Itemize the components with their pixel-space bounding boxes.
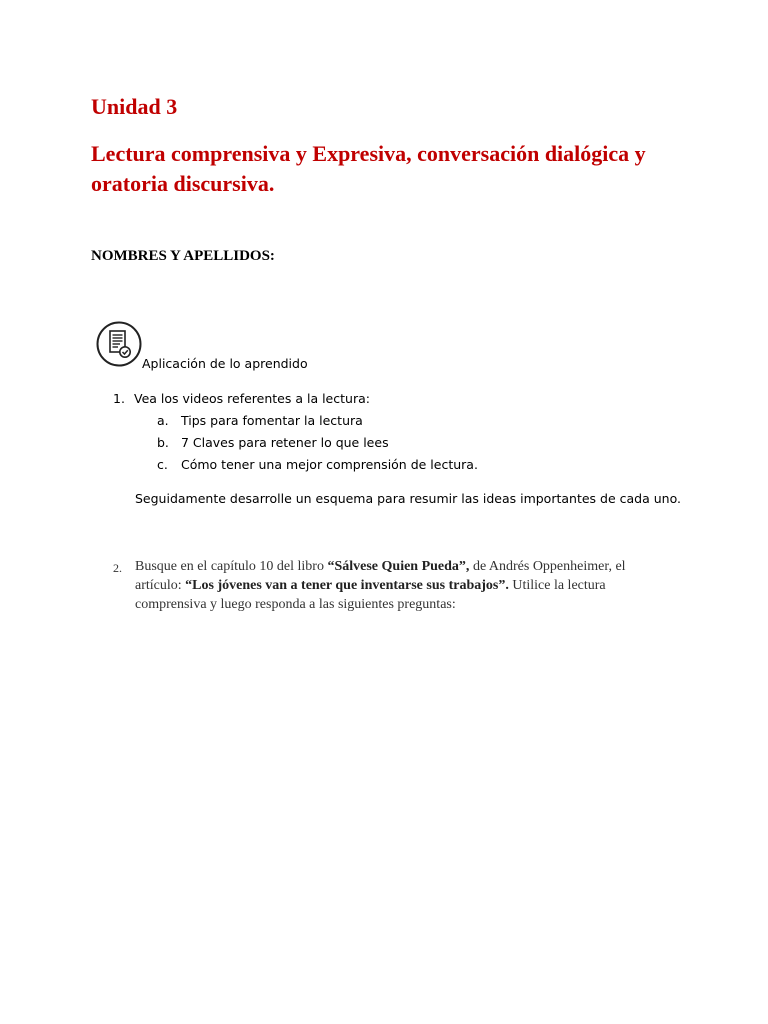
book-title: “Sálvese Quien Pueda”,: [327, 559, 470, 574]
sub-item-text: Tips para fomentar la lectura: [181, 413, 363, 428]
sub-item-letter: c.: [157, 457, 168, 472]
followup-instruction: Seguidamente desarrolle un esquema para resumir las ideas importantes de cada uno.: [135, 491, 681, 506]
instruction-list-2: [113, 557, 673, 614]
document-title: Lectura comprensiva y Expresiva, conversación dialógica y oratoria discursiva.: [91, 141, 646, 196]
section-heading: Aplicación de lo aprendido: [142, 356, 308, 371]
text-segment: Utilice la lectura comprensiva y luego responda a las siguientes preguntas:: [135, 578, 606, 612]
unit-title: Unidad 3: [91, 94, 178, 119]
sub-item-letter: b.: [157, 435, 169, 450]
list-item-text: Vea los videos referentes a la lectura:: [134, 391, 370, 406]
text-segment: de Andrés Oppenheimer, el artículo:: [135, 559, 626, 593]
sub-item-letter: a.: [157, 413, 169, 428]
sub-item-text: 7 Claves para retener lo que lees: [181, 435, 389, 450]
name-label: NOMBRES Y APELLIDOS:: [91, 248, 275, 264]
list-item-text: [135, 557, 673, 614]
article-title: “Los jóvenes van a tener que inventarse sus trabajos”.: [185, 578, 509, 593]
sub-item-text: Cómo tener una mejor comprensión de lectura.: [181, 457, 478, 472]
document-check-icon: [96, 321, 142, 367]
text-segment: Busque en el capítulo 10 del libro: [135, 559, 328, 574]
list-item-number: 2.: [113, 561, 122, 575]
list-item-number: 1.: [113, 391, 125, 406]
